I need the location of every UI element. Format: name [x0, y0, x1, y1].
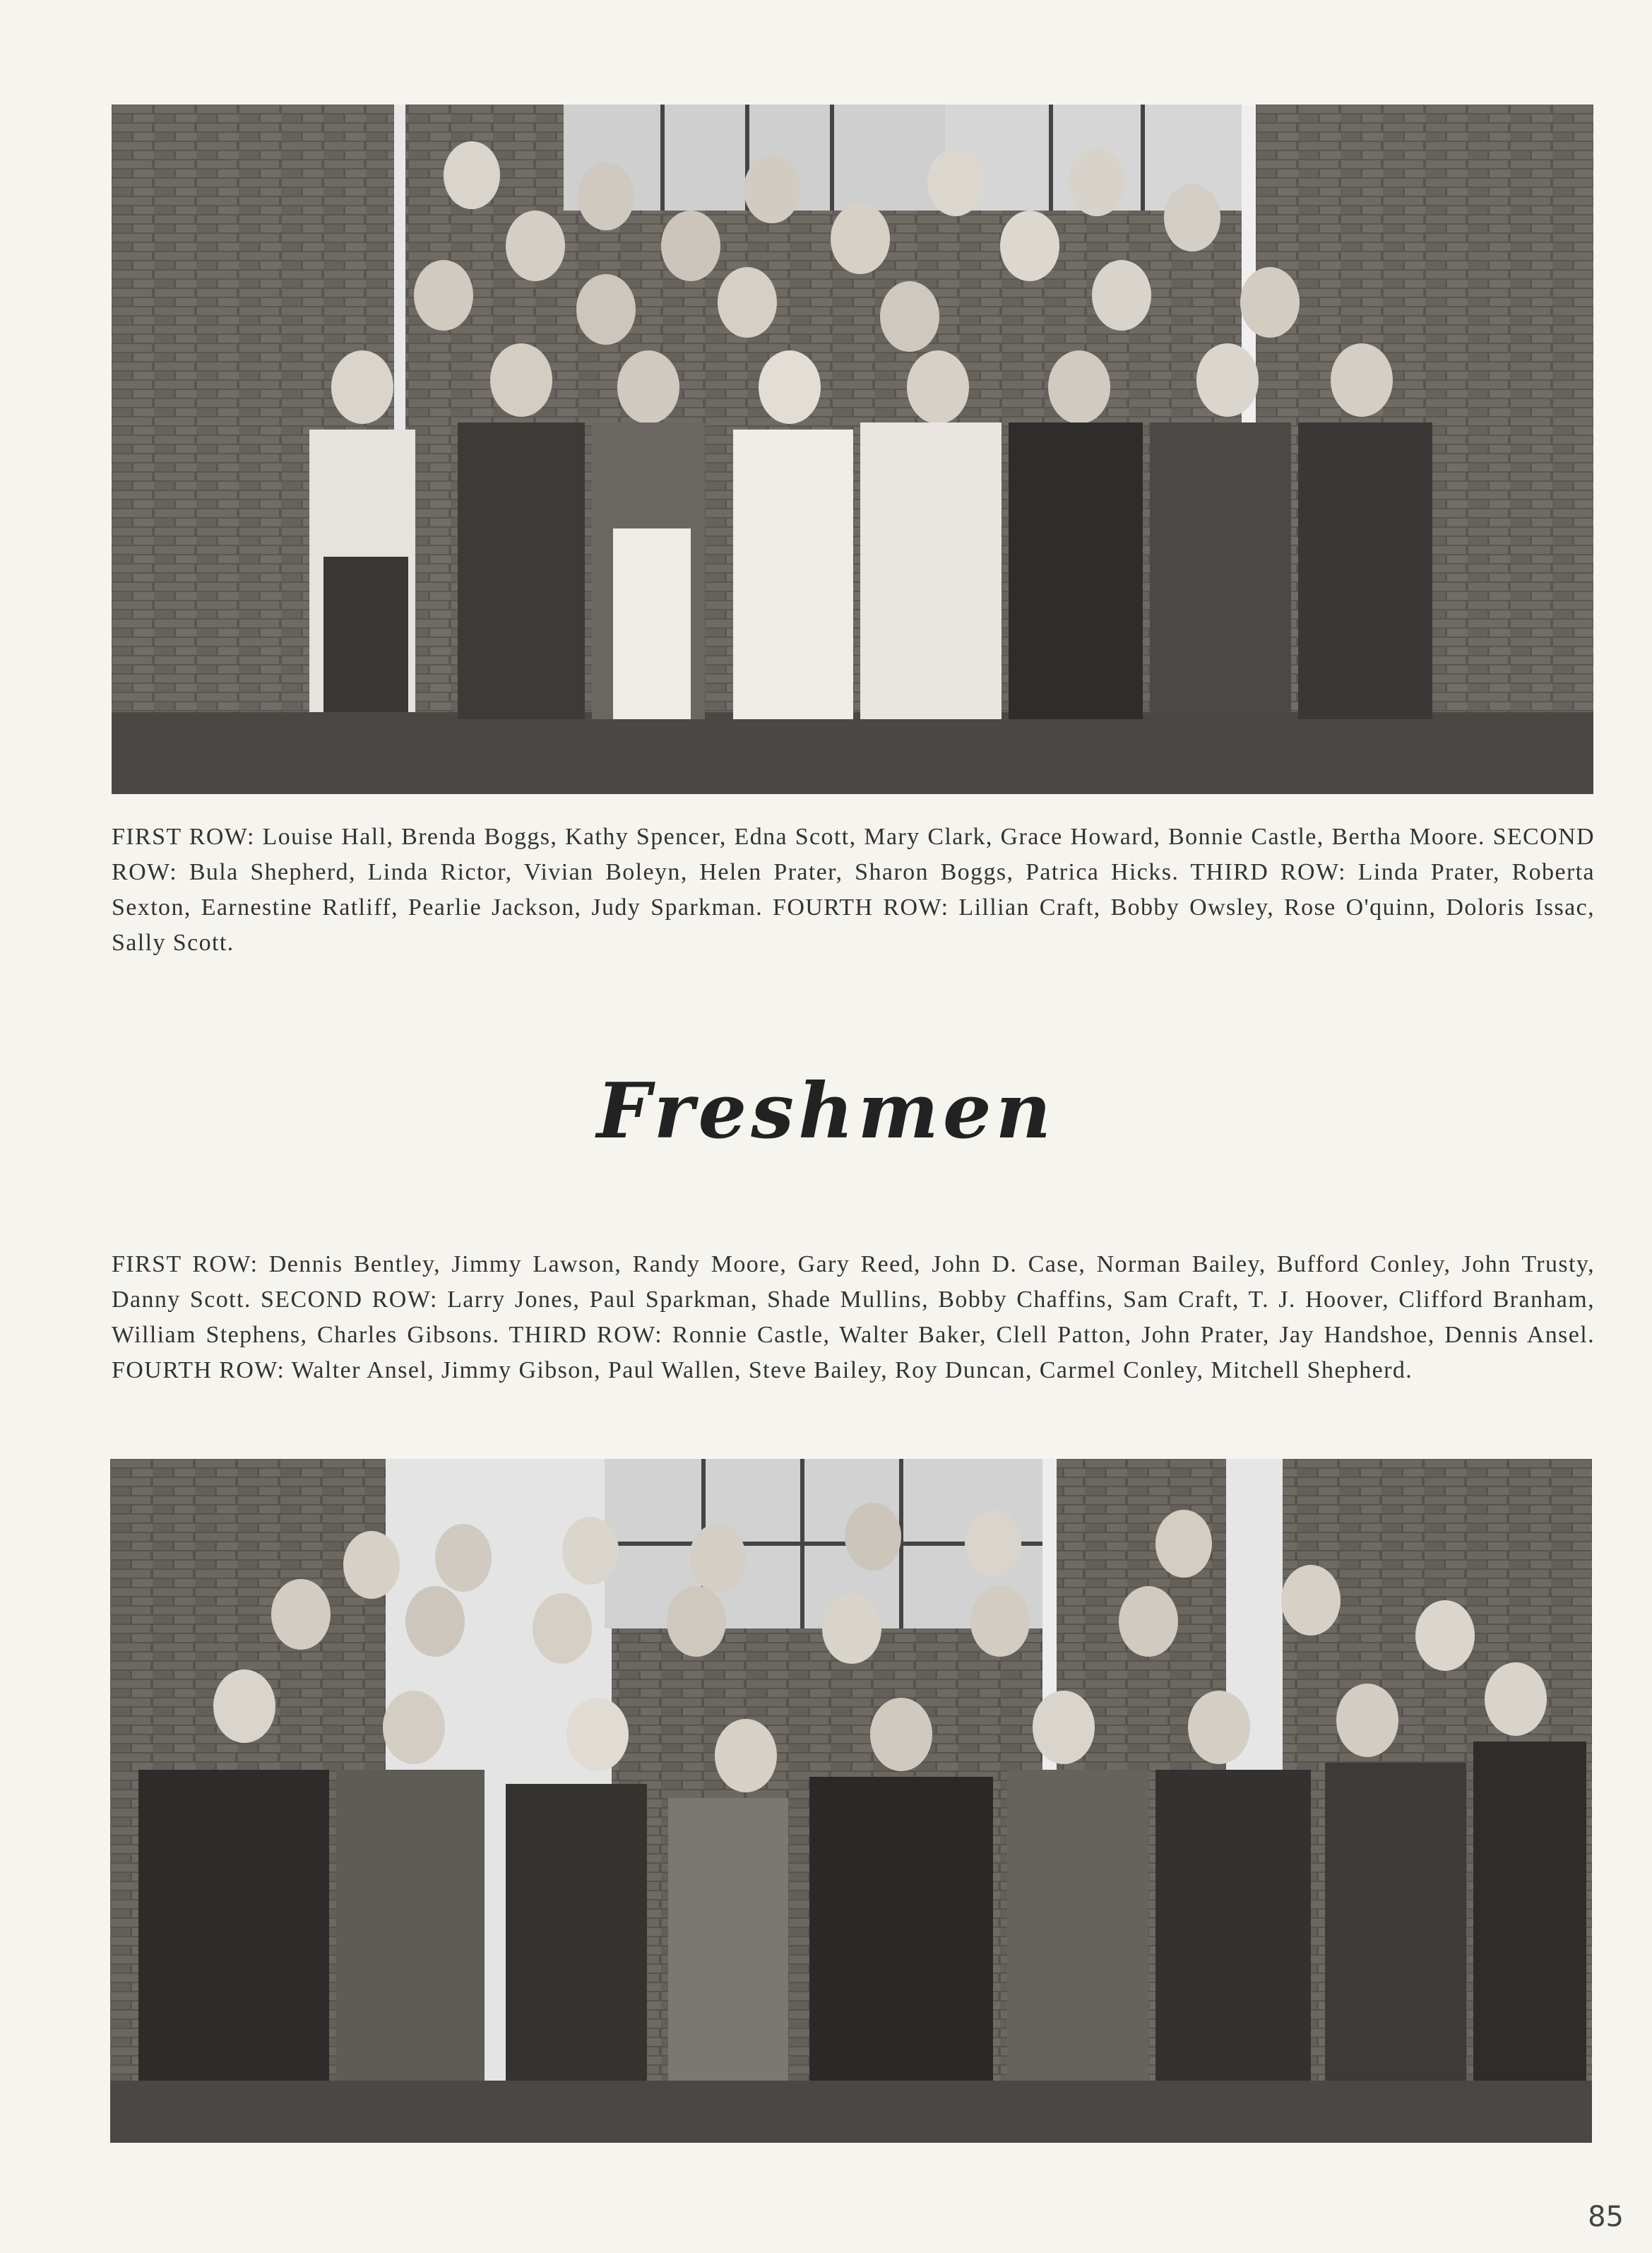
group-photo-girls [112, 105, 1593, 794]
top-photo-caption: FIRST ROW: Louise Hall, Brenda Boggs, Kathy Spencer, Edna Scott, Mary Clark, Grace Howard, Bonnie Castle, Bertha Moore. SECOND ROW: Bula Shepherd, Linda Rictor, Vivian Boleyn, Helen Prater, Sharon Boggs, Patrica Hicks. THIRD ROW: Linda Prater, Roberta Sexton, Earnestine Ratliff, Pearlie Jackson, Judy Sparkman. FOURTH ROW: Lillian Craft, Bobby Owsley, Rose O'quinn, Doloris Issac, Sally Scott. [112, 824, 1595, 956]
group-photo-boys [110, 1459, 1592, 2143]
bottom-photo-caption: FIRST ROW: Dennis Bentley, Jimmy Lawson, Randy Moore, Gary Reed, John D. Case, Norman Bailey, Bufford Conley, John Trusty, Danny Scott. SECOND ROW: Larry Jones, Paul Sparkman, Shade Mullins, Bobby Chaffins, Sam Craft, T. J. Hoover, Clifford Branham, William Stephens, Charles Gibsons. THIRD ROW: Ronnie Castle, Walter Baker, Clell Patton, John Prater, Jay Handshoe, Dennis Ansel. FOURTH ROW: Walter Ansel, Jimmy Gibson, Paul Wallen, Steve Bailey, Roy Duncan, Carmel Conley, Mitchell Shepherd. [112, 1251, 1595, 1383]
section-title: Freshmen [596, 1067, 1056, 1156]
page-number: 85 [1588, 2201, 1624, 2233]
group-photo-boys-image [110, 1459, 1592, 2143]
group-photo-girls-image [112, 105, 1593, 794]
